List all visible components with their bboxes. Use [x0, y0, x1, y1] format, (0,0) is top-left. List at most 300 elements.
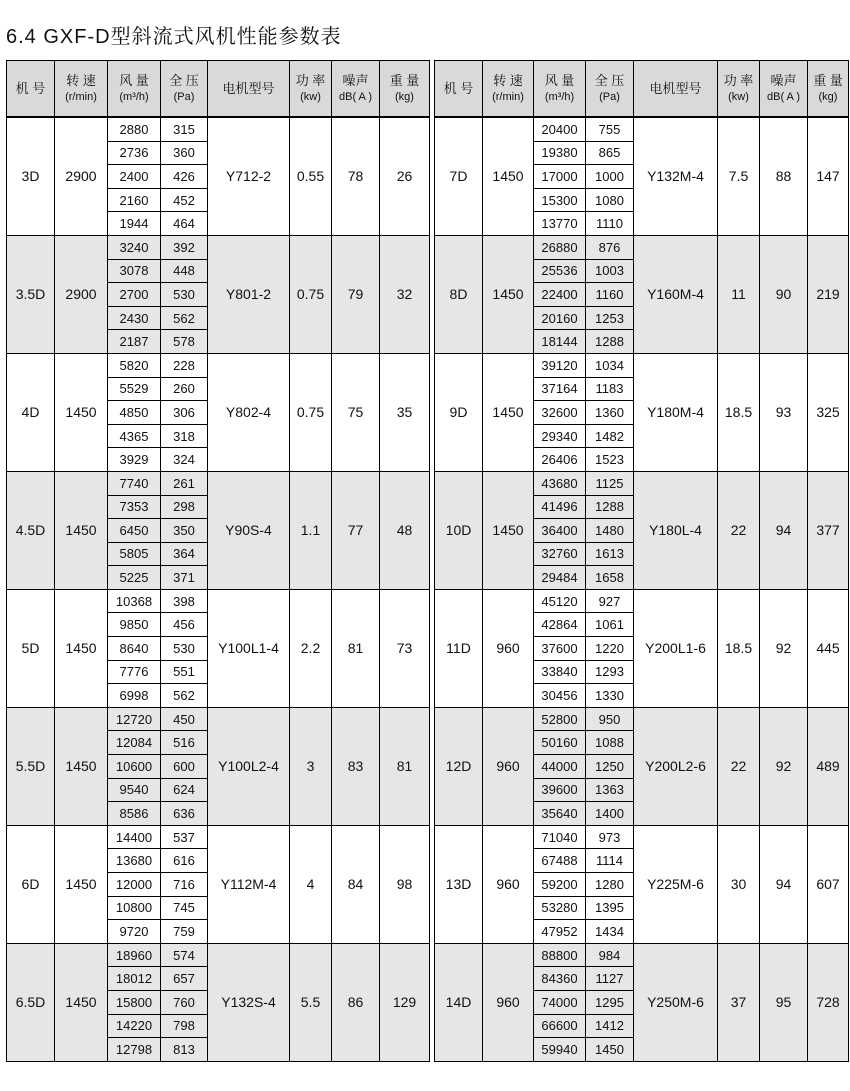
noise-cell: 94 — [760, 825, 808, 943]
flow-cell: 43680 — [534, 471, 586, 495]
performance-table-left — [6, 60, 430, 1062]
pressure-cell: 551 — [161, 660, 208, 684]
weight-cell: 129 — [380, 943, 430, 1061]
pressure-cell: 318 — [161, 424, 208, 448]
flow-cell: 15800 — [108, 990, 161, 1014]
speed-cell: 1450 — [483, 353, 534, 471]
header-noise-line: dB( A ) — [338, 90, 373, 103]
noise-cell: 84 — [332, 825, 380, 943]
speed-cell: 1450 — [55, 825, 108, 943]
header-noise — [332, 61, 380, 118]
motor-cell: Y200L1-6 — [634, 589, 718, 707]
flow-cell: 3929 — [108, 448, 161, 472]
header-model — [435, 61, 483, 118]
power-cell: 11 — [718, 235, 760, 353]
noise-cell: 83 — [332, 707, 380, 825]
power-cell: 5.5 — [290, 943, 332, 1061]
pressure-cell: 530 — [161, 283, 208, 307]
pressure-cell: 228 — [161, 353, 208, 377]
header-weight-line: (kg) — [818, 90, 838, 103]
flow-cell: 14400 — [108, 825, 161, 849]
speed-cell: 2900 — [55, 117, 108, 235]
header-noise — [760, 61, 808, 118]
pressure-cell: 1400 — [586, 802, 634, 826]
model-cell: 4.5D — [7, 471, 55, 589]
flow-cell: 9850 — [108, 613, 161, 637]
noise-cell: 94 — [760, 471, 808, 589]
pressure-cell: 350 — [161, 519, 208, 543]
flow-cell: 17000 — [534, 165, 586, 189]
pressure-cell: 1110 — [586, 212, 634, 236]
pressure-cell: 537 — [161, 825, 208, 849]
power-cell: 22 — [718, 471, 760, 589]
motor-cell: Y100L2-4 — [208, 707, 290, 825]
flow-cell: 7740 — [108, 471, 161, 495]
header-pressure-line: (Pa) — [173, 90, 195, 103]
pressure-cell: 1295 — [586, 990, 634, 1014]
noise-cell: 75 — [332, 353, 380, 471]
flow-cell: 9540 — [108, 778, 161, 802]
flow-cell: 39600 — [534, 778, 586, 802]
speed-cell: 1450 — [55, 943, 108, 1061]
header-speed-line: (r/min) — [65, 90, 97, 103]
pressure-cell: 306 — [161, 401, 208, 425]
motor-cell: Y801-2 — [208, 235, 290, 353]
table-row — [435, 825, 849, 849]
flow-cell: 2736 — [108, 141, 161, 165]
pressure-cell: 530 — [161, 637, 208, 661]
pressure-cell: 1160 — [586, 283, 634, 307]
pressure-cell: 1127 — [586, 967, 634, 991]
weight-cell: 377 — [808, 471, 849, 589]
flow-cell: 37600 — [534, 637, 586, 661]
pressure-cell: 450 — [161, 707, 208, 731]
header-power — [718, 61, 760, 118]
flow-cell: 12084 — [108, 731, 161, 755]
header-speed-line: 转 速 — [66, 72, 96, 88]
flow-cell: 35640 — [534, 802, 586, 826]
flow-cell: 59940 — [534, 1038, 586, 1062]
pressure-cell: 1061 — [586, 613, 634, 637]
pressure-cell: 1658 — [586, 566, 634, 590]
noise-cell: 92 — [760, 589, 808, 707]
pressure-cell: 360 — [161, 141, 208, 165]
pressure-cell: 1613 — [586, 542, 634, 566]
motor-cell: Y112M-4 — [208, 825, 290, 943]
pressure-cell: 1395 — [586, 896, 634, 920]
pressure-cell: 298 — [161, 495, 208, 519]
model-cell: 9D — [435, 353, 483, 471]
pressure-cell: 1412 — [586, 1014, 634, 1038]
header-flow-line: (m³/h) — [544, 90, 575, 103]
flow-cell: 47952 — [534, 920, 586, 944]
header-pressure-line: 全 压 — [169, 72, 199, 88]
weight-cell: 81 — [380, 707, 430, 825]
power-cell: 1.1 — [290, 471, 332, 589]
flow-cell: 42864 — [534, 613, 586, 637]
pressure-cell: 578 — [161, 330, 208, 354]
model-cell: 3D — [7, 117, 55, 235]
weight-cell: 73 — [380, 589, 430, 707]
flow-cell: 25536 — [534, 259, 586, 283]
flow-cell: 67488 — [534, 849, 586, 873]
weight-cell: 607 — [808, 825, 849, 943]
flow-cell: 14220 — [108, 1014, 161, 1038]
header-weight-line: 重 量 — [389, 72, 420, 88]
motor-cell: Y802-4 — [208, 353, 290, 471]
power-cell: 0.75 — [290, 235, 332, 353]
motor-cell: Y180M-4 — [634, 353, 718, 471]
flow-cell: 2700 — [108, 283, 161, 307]
header-power — [290, 61, 332, 118]
flow-cell: 19380 — [534, 141, 586, 165]
power-cell: 3 — [290, 707, 332, 825]
flow-cell: 66600 — [534, 1014, 586, 1038]
model-cell: 6.5D — [7, 943, 55, 1061]
flow-cell: 53280 — [534, 896, 586, 920]
motor-cell: Y712-2 — [208, 117, 290, 235]
flow-cell: 3240 — [108, 235, 161, 259]
pressure-cell: 456 — [161, 613, 208, 637]
flow-cell: 30456 — [534, 684, 586, 708]
flow-cell: 71040 — [534, 825, 586, 849]
weight-cell: 35 — [380, 353, 430, 471]
pressure-cell: 426 — [161, 165, 208, 189]
header-power-line: (kw) — [728, 90, 749, 103]
pressure-cell: 464 — [161, 212, 208, 236]
pressure-cell: 813 — [161, 1038, 208, 1062]
model-cell: 8D — [435, 235, 483, 353]
header-speed — [55, 61, 108, 118]
flow-cell: 5805 — [108, 542, 161, 566]
pressure-cell: 1480 — [586, 519, 634, 543]
pressure-cell: 755 — [586, 117, 634, 141]
pressure-cell: 1523 — [586, 448, 634, 472]
flow-cell: 44000 — [534, 755, 586, 779]
flow-cell: 4850 — [108, 401, 161, 425]
flow-cell: 2400 — [108, 165, 161, 189]
pressure-cell: 562 — [161, 306, 208, 330]
flow-cell: 50160 — [534, 731, 586, 755]
flow-cell: 74000 — [534, 990, 586, 1014]
pressure-cell: 657 — [161, 967, 208, 991]
pressure-cell: 745 — [161, 896, 208, 920]
flow-cell: 4365 — [108, 424, 161, 448]
table-row — [435, 943, 849, 967]
pressure-cell: 315 — [161, 117, 208, 141]
noise-cell: 93 — [760, 353, 808, 471]
flow-cell: 37164 — [534, 377, 586, 401]
speed-cell: 960 — [483, 707, 534, 825]
pressure-cell: 562 — [161, 684, 208, 708]
pressure-cell: 1220 — [586, 637, 634, 661]
weight-cell: 219 — [808, 235, 849, 353]
flow-cell: 1944 — [108, 212, 161, 236]
header-noise-line: dB( A ) — [766, 90, 801, 103]
header-pressure-line: (Pa) — [599, 90, 620, 103]
power-cell: 18.5 — [718, 353, 760, 471]
header-weight-line: 重 量 — [813, 72, 843, 88]
table-row — [435, 471, 849, 495]
performance-table-right — [434, 60, 849, 1062]
table-header — [7, 61, 430, 118]
pressure-cell: 927 — [586, 589, 634, 613]
pressure-cell: 1330 — [586, 684, 634, 708]
power-cell: 30 — [718, 825, 760, 943]
table-row — [435, 353, 849, 377]
pressure-cell: 1114 — [586, 849, 634, 873]
weight-cell: 325 — [808, 353, 849, 471]
flow-cell: 18960 — [108, 943, 161, 967]
model-cell: 3.5D — [7, 235, 55, 353]
speed-cell: 960 — [483, 943, 534, 1061]
power-cell: 4 — [290, 825, 332, 943]
flow-cell: 7353 — [108, 495, 161, 519]
pressure-cell: 1293 — [586, 660, 634, 684]
header-power-line: 功 率 — [723, 72, 754, 88]
pressure-cell: 1034 — [586, 353, 634, 377]
motor-cell: Y200L2-6 — [634, 707, 718, 825]
noise-cell: 95 — [760, 943, 808, 1061]
pressure-cell: 1434 — [586, 920, 634, 944]
power-cell: 0.55 — [290, 117, 332, 235]
speed-cell: 2900 — [55, 235, 108, 353]
flow-cell: 12000 — [108, 873, 161, 897]
header-motor-label: 电机型号 — [222, 80, 275, 96]
table-row — [435, 589, 849, 613]
pressure-cell: 1253 — [586, 306, 634, 330]
pressure-cell: 1250 — [586, 755, 634, 779]
model-cell: 6D — [7, 825, 55, 943]
pressure-cell: 616 — [161, 849, 208, 873]
pressure-cell: 574 — [161, 943, 208, 967]
pressure-cell: 1280 — [586, 873, 634, 897]
weight-cell: 728 — [808, 943, 849, 1061]
header-row — [435, 61, 849, 118]
model-cell: 5D — [7, 589, 55, 707]
pressure-cell: 1183 — [586, 377, 634, 401]
pressure-cell: 950 — [586, 707, 634, 731]
pressure-cell: 1000 — [586, 165, 634, 189]
pressure-cell: 1482 — [586, 424, 634, 448]
flow-cell: 26406 — [534, 448, 586, 472]
noise-cell: 90 — [760, 235, 808, 353]
flow-cell: 88800 — [534, 943, 586, 967]
model-cell: 4D — [7, 353, 55, 471]
header-flow — [108, 61, 161, 118]
power-cell: 2.2 — [290, 589, 332, 707]
flow-cell: 20400 — [534, 117, 586, 141]
speed-cell: 960 — [483, 589, 534, 707]
pressure-cell: 984 — [586, 943, 634, 967]
table-body — [435, 117, 849, 1061]
motor-cell: Y132M-4 — [634, 117, 718, 235]
header-flow — [534, 61, 586, 118]
table-header — [435, 61, 849, 118]
header-speed-line: (r/min) — [492, 90, 524, 103]
header-weight-line: (kg) — [395, 90, 414, 103]
speed-cell: 1450 — [55, 707, 108, 825]
flow-cell: 2187 — [108, 330, 161, 354]
header-pressure-line: 全 压 — [594, 72, 625, 88]
motor-cell: Y132S-4 — [208, 943, 290, 1061]
header-row — [7, 61, 430, 118]
weight-cell: 26 — [380, 117, 430, 235]
pressure-cell: 261 — [161, 471, 208, 495]
model-cell: 11D — [435, 589, 483, 707]
pressure-cell: 516 — [161, 731, 208, 755]
pressure-cell: 624 — [161, 778, 208, 802]
header-noise-line: 噪声 — [342, 72, 369, 88]
flow-cell: 22400 — [534, 283, 586, 307]
flow-cell: 13770 — [534, 212, 586, 236]
flow-cell: 3078 — [108, 259, 161, 283]
flow-cell: 36400 — [534, 519, 586, 543]
flow-cell: 32600 — [534, 401, 586, 425]
noise-cell: 79 — [332, 235, 380, 353]
header-noise-line: 噪声 — [770, 72, 797, 88]
pressure-cell: 760 — [161, 990, 208, 1014]
flow-cell: 39120 — [534, 353, 586, 377]
speed-cell: 1450 — [483, 117, 534, 235]
noise-cell: 81 — [332, 589, 380, 707]
flow-cell: 6998 — [108, 684, 161, 708]
flow-cell: 5820 — [108, 353, 161, 377]
pressure-cell: 448 — [161, 259, 208, 283]
flow-cell: 12720 — [108, 707, 161, 731]
weight-cell: 147 — [808, 117, 849, 235]
flow-cell: 10800 — [108, 896, 161, 920]
table-row — [7, 117, 430, 141]
flow-cell: 41496 — [534, 495, 586, 519]
model-cell: 14D — [435, 943, 483, 1061]
flow-cell: 2430 — [108, 306, 161, 330]
pressure-cell: 1288 — [586, 495, 634, 519]
weight-cell: 445 — [808, 589, 849, 707]
flow-cell: 2880 — [108, 117, 161, 141]
page-title: 6.4 GXF-D型斜流式风机性能参数表 — [6, 26, 342, 48]
noise-cell: 92 — [760, 707, 808, 825]
pressure-cell: 1088 — [586, 731, 634, 755]
flow-cell: 15300 — [534, 188, 586, 212]
pressure-cell: 973 — [586, 825, 634, 849]
motor-cell: Y100L1-4 — [208, 589, 290, 707]
motor-cell: Y250M-6 — [634, 943, 718, 1061]
speed-cell: 1450 — [483, 471, 534, 589]
noise-cell: 88 — [760, 117, 808, 235]
table-row — [7, 235, 430, 259]
header-flow-line: 风 量 — [544, 72, 575, 88]
pressure-cell: 1125 — [586, 471, 634, 495]
speed-cell: 960 — [483, 825, 534, 943]
table-row — [7, 353, 430, 377]
model-cell: 13D — [435, 825, 483, 943]
header-model — [7, 61, 55, 118]
pressure-cell: 260 — [161, 377, 208, 401]
header-speed-line: 转 速 — [493, 72, 523, 88]
flow-cell: 6450 — [108, 519, 161, 543]
flow-cell: 59200 — [534, 873, 586, 897]
header-flow-line: (m³/h) — [119, 90, 149, 103]
table-row — [435, 117, 849, 141]
noise-cell: 86 — [332, 943, 380, 1061]
pressure-cell: 452 — [161, 188, 208, 212]
flow-cell: 10368 — [108, 589, 161, 613]
speed-cell: 1450 — [55, 589, 108, 707]
header-weight — [808, 61, 849, 118]
table-row — [7, 589, 430, 613]
weight-cell: 98 — [380, 825, 430, 943]
header-pressure — [586, 61, 634, 118]
pressure-cell: 1363 — [586, 778, 634, 802]
pressure-cell: 600 — [161, 755, 208, 779]
motor-cell: Y180L-4 — [634, 471, 718, 589]
motor-cell: Y160M-4 — [634, 235, 718, 353]
pressure-cell: 716 — [161, 873, 208, 897]
header-flow-line: 风 量 — [119, 72, 149, 88]
flow-cell: 52800 — [534, 707, 586, 731]
flow-cell: 29340 — [534, 424, 586, 448]
pressure-cell: 636 — [161, 802, 208, 826]
speed-cell: 1450 — [55, 353, 108, 471]
header-model-label: 机 号 — [443, 80, 474, 96]
motor-cell: Y90S-4 — [208, 471, 290, 589]
flow-cell: 5529 — [108, 377, 161, 401]
model-cell: 12D — [435, 707, 483, 825]
flow-cell: 32760 — [534, 542, 586, 566]
table-row — [7, 471, 430, 495]
table-row — [435, 235, 849, 259]
flow-cell: 29484 — [534, 566, 586, 590]
model-cell: 10D — [435, 471, 483, 589]
pressure-cell: 324 — [161, 448, 208, 472]
header-motor — [208, 61, 290, 118]
pressure-cell: 876 — [586, 235, 634, 259]
header-pressure — [161, 61, 208, 118]
weight-cell: 489 — [808, 707, 849, 825]
pressure-cell: 1080 — [586, 188, 634, 212]
flow-cell: 8640 — [108, 637, 161, 661]
table-row — [7, 707, 430, 731]
weight-cell: 32 — [380, 235, 430, 353]
pressure-cell: 398 — [161, 589, 208, 613]
header-power-line: (kw) — [300, 90, 321, 103]
noise-cell: 78 — [332, 117, 380, 235]
header-weight — [380, 61, 430, 118]
flow-cell: 8586 — [108, 802, 161, 826]
table-row — [7, 825, 430, 849]
flow-cell: 45120 — [534, 589, 586, 613]
motor-cell: Y225M-6 — [634, 825, 718, 943]
model-cell: 7D — [435, 117, 483, 235]
pressure-cell: 364 — [161, 542, 208, 566]
table-body — [7, 117, 430, 1061]
header-model-label: 机 号 — [15, 80, 46, 96]
weight-cell: 48 — [380, 471, 430, 589]
flow-cell: 5225 — [108, 566, 161, 590]
power-cell: 37 — [718, 943, 760, 1061]
header-motor-label: 电机型号 — [649, 80, 702, 96]
flow-cell: 84360 — [534, 967, 586, 991]
table-row — [7, 943, 430, 967]
flow-cell: 26880 — [534, 235, 586, 259]
flow-cell: 33840 — [534, 660, 586, 684]
header-motor — [634, 61, 718, 118]
flow-cell: 9720 — [108, 920, 161, 944]
power-cell: 0.75 — [290, 353, 332, 471]
power-cell: 22 — [718, 707, 760, 825]
pressure-cell: 392 — [161, 235, 208, 259]
